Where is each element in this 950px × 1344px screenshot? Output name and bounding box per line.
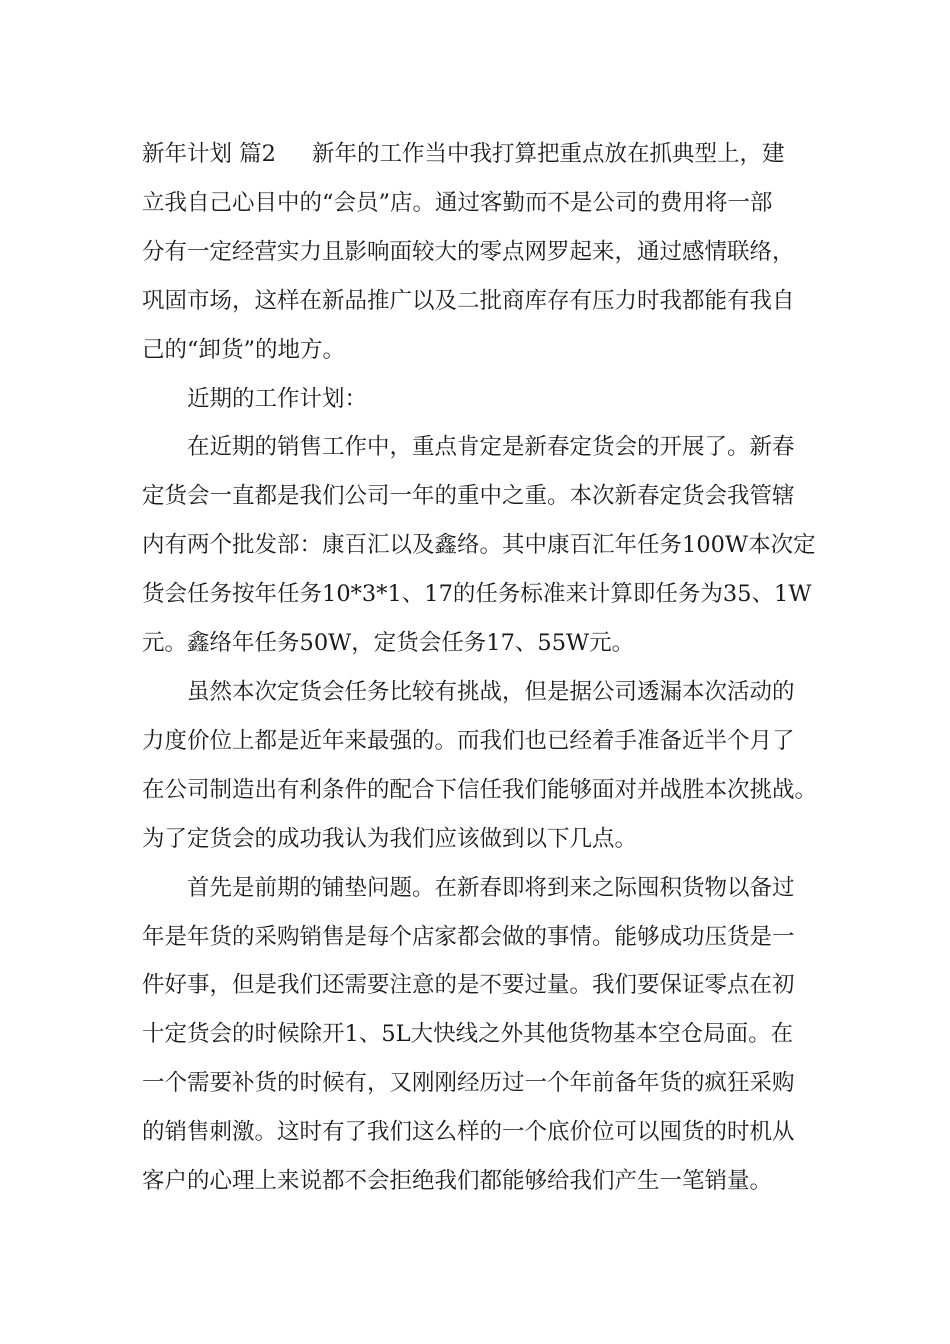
- paragraph-5-line-7: 客户的心理上来说都不会拒绝我们都能够给我们产生一笔销量。: [142, 1168, 773, 1195]
- paragraph-3-line-4: 货会任务按年任务10*3*1、17的任务标准来计算即任务为35、1W: [142, 581, 812, 608]
- paragraph-3-line-2: 定货会一直都是我们公司一年的重中之重。本次新春定货会我管辖: [142, 483, 795, 510]
- paragraph-1-line-1: [142, 130, 810, 179]
- paragraph-1: [142, 130, 810, 375]
- paragraph-1-line-5: 己的“卸货”的地方。: [142, 336, 346, 363]
- paragraph-4-line-2: 力度价位上都是近年来最强的。而我们也已经着手准备近半个月了: [142, 727, 795, 754]
- paragraph-1-line-4: 巩固市场，这样在新品推广以及二批商库存有压力时我都能有我自: [142, 287, 795, 314]
- document-heading: 新年计划 篇2: [142, 141, 276, 167]
- paragraph-1-line-3: 分有一定经营实力且影响面较大的零点网罗起来，通过感情联络，: [142, 238, 795, 265]
- paragraph-1-line-1-text: 新年的工作当中我打算把重点放在抓典型上，建: [311, 141, 785, 167]
- document-body: [142, 130, 818, 1206]
- paragraph-2-line-1: 近期的工作计划：: [187, 385, 368, 412]
- paragraph-4-line-3: 在公司制造出有利条件的配合下信任我们能够面对并战胜本次挑战。: [142, 776, 818, 803]
- paragraph-3-line-5: 元。鑫络年任务50W，定货会任务17、55W元。: [142, 630, 635, 657]
- paragraph-3: [142, 423, 816, 668]
- paragraph-5-line-2: 年是年货的采购销售是每个店家都会做的事情。能够成功压货是一: [142, 923, 795, 950]
- paragraph-3-line-3: 内有两个批发部：康百汇以及鑫络。其中康百汇年任务100W本次定: [142, 532, 816, 559]
- paragraph-1-line-2: 立我自己心目中的“会员”店。通过客勤而不是公司的费用将一部: [142, 189, 773, 216]
- paragraph-4: [142, 668, 818, 864]
- paragraph-3-line-1: 在近期的销售工作中，重点肯定是新春定货会的开展了。新春: [187, 434, 795, 461]
- paragraph-4-line-1: 虽然本次定货会任务比较有挑战，但是据公司透漏本次活动的: [187, 678, 795, 705]
- paragraph-5-line-1: 首先是前期的铺垫问题。在新春即将到来之际囤积货物以备过: [187, 874, 795, 901]
- paragraph-5-line-3: 件好事，但是我们还需要注意的是不要过量。我们要保证零点在初: [142, 972, 795, 999]
- paragraph-5-line-6: 的销售刺激。这时有了我们这么样的一个底价位可以囤货的时机从: [142, 1119, 795, 1146]
- paragraph-5-line-5: 一个需要补货的时候有，又刚刚经历过一个年前备年货的疯狂采购: [142, 1070, 795, 1097]
- paragraph-5: [142, 864, 810, 1206]
- paragraph-2: [142, 375, 810, 424]
- paragraph-4-line-4: 为了定货会的成功我认为我们应该做到以下几点。: [142, 825, 638, 852]
- paragraph-5-line-4: 十定货会的时候除开1、5L大快线之外其他货物基本空仓局面。在: [142, 1021, 794, 1048]
